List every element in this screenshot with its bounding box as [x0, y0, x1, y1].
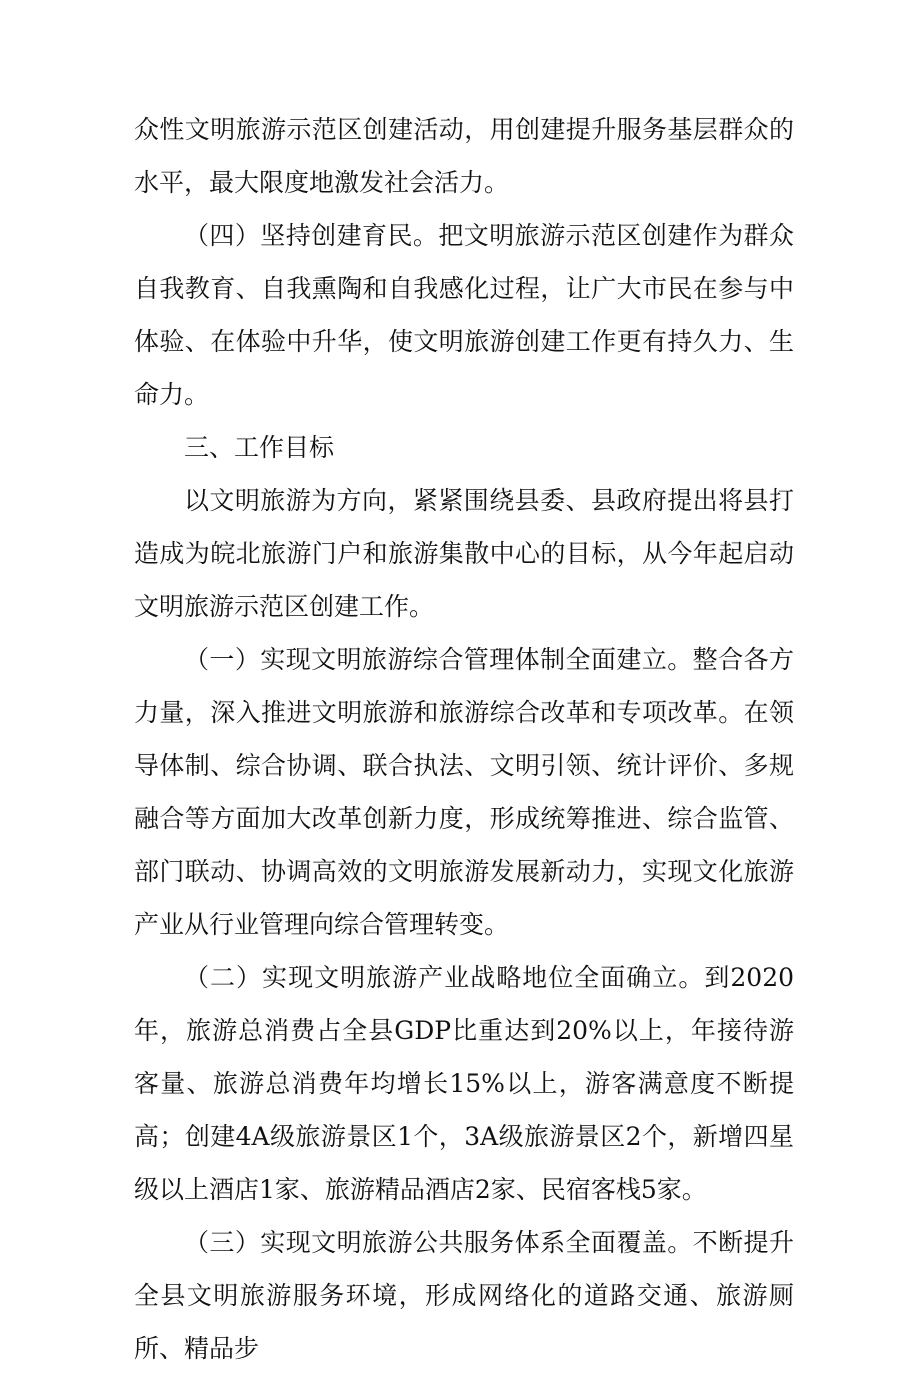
paragraph-continuation: 众性文明旅游示范区创建活动，用创建提升服务基层群众的水平，最大限度地激发社会活力。	[134, 115, 794, 197]
paragraph-goals-intro: 以文明旅游为方向，紧紧围绕县委、县政府提出将县打造成为皖北旅游门户和旅游集散中心的目标，从今年起启动文明旅游示范区创建工作。	[134, 486, 794, 621]
paragraph-principle-four: （四）坚持创建育民。把文明旅游示范区创建作为群众自我教育、自我熏陶和自我感化过程，让广大市民在参与中体验、在体验中升华，使文明旅游创建工作更有持久力、生命力。	[134, 221, 794, 409]
paragraph-goal-one: （一）实现文明旅游综合管理体制全面建立。整合各方力量，深入推进文明旅游和旅游综合改革和专项改革。在领导体制、综合协调、联合执法、文明引领、统计评价、多规融合等方面加大改革创新力度，形成统筹推进、综合监管、部门联动、协调高效的文明旅游发展新动力，实现文化旅游产业从行业管理向综合管理转变。	[134, 645, 794, 939]
paragraph-goal-three: （三）实现文明旅游公共服务体系全面覆盖。不断提升全县文明旅游服务环境，形成网络化的道路交通、旅游厕所、精品步	[134, 1228, 794, 1363]
section-heading-work-goals: 三、工作目标	[184, 433, 335, 462]
document-body	[134, 103, 794, 1375]
paragraph-goal-two: （二）实现文明旅游产业战略地位全面确立。到2020年，旅游总消费占全县GDP比重达到20%以上，年接待游客量、旅游总消费年均增长15%以上，游客满意度不断提高；创建4A级旅游景区1个，3A级旅游景区2个，新增四星级以上酒店1家、旅游精品酒店2家、民宿客栈5家。	[134, 963, 794, 1204]
